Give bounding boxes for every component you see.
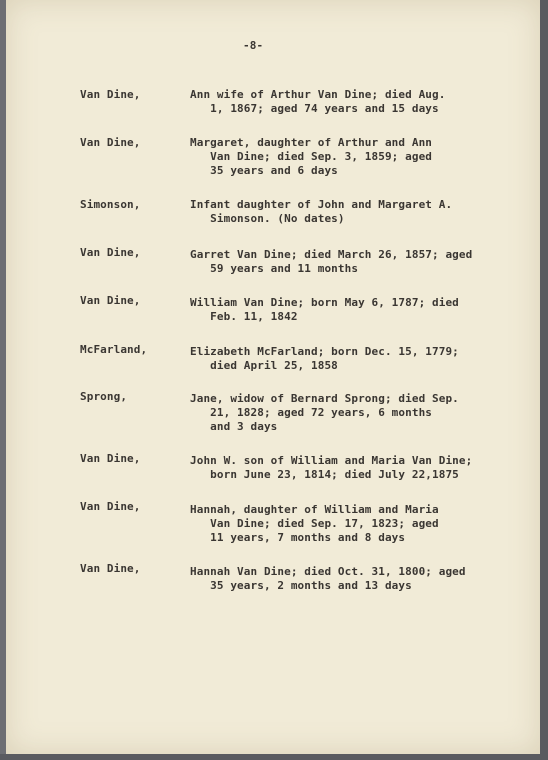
entry-line: Ann wife of Arthur Van Dine; died Aug. [190, 88, 446, 101]
entry-line: Feb. 11, 1842 [190, 310, 298, 323]
entry-surname: Van Dine, [80, 500, 141, 513]
entry-line: 1, 1867; aged 74 years and 15 days [190, 102, 439, 115]
entry-surname: Simonson, [80, 198, 141, 211]
entry-line: Infant daughter of John and Margaret A. [190, 198, 453, 211]
entry-surname: Van Dine, [80, 452, 141, 465]
entry-line: Garret Van Dine; died March 26, 1857; aged [190, 248, 473, 261]
entry-line: John W. son of William and Maria Van Dine; [190, 454, 473, 467]
entry-line: Van Dine; died Sep. 17, 1823; aged [190, 517, 439, 530]
bottom-edge [0, 754, 548, 760]
entry-line: and 3 days [190, 420, 278, 433]
entry-line: 11 years, 7 months and 8 days [190, 531, 406, 544]
entry-line: William Van Dine; born May 6, 1787; died [190, 296, 459, 309]
entry-line: Jane, widow of Bernard Sprong; died Sep. [190, 392, 459, 405]
entry-line: Hannah Van Dine; died Oct. 31, 1800; aged [190, 565, 466, 578]
page-number: -8- [243, 39, 264, 52]
entry-surname: Van Dine, [80, 294, 141, 307]
entry-line: 35 years, 2 months and 13 days [190, 579, 412, 592]
entry-surname: Sprong, [80, 390, 128, 403]
entry-line: Simonson. (No dates) [190, 212, 345, 225]
entry-surname: Van Dine, [80, 562, 141, 575]
binding-edge [540, 0, 548, 760]
entry-surname: McFarland, [80, 343, 148, 356]
entry-line: 59 years and 11 months [190, 262, 359, 275]
entry-line: born June 23, 1814; died July 22,1875 [190, 468, 459, 481]
document-page [6, 0, 540, 754]
entry-line: Elizabeth McFarland; born Dec. 15, 1779; [190, 345, 459, 358]
entry-surname: Van Dine, [80, 88, 141, 101]
entry-line: Margaret, daughter of Arthur and Ann [190, 136, 433, 149]
entry-line: died April 25, 1858 [190, 359, 338, 372]
entry-surname: Van Dine, [80, 246, 141, 259]
entry-line: 21, 1828; aged 72 years, 6 months [190, 406, 433, 419]
entry-surname: Van Dine, [80, 136, 141, 149]
entry-line: Hannah, daughter of William and Maria [190, 503, 439, 516]
entry-line: 35 years and 6 days [190, 164, 338, 177]
entry-line: Van Dine; died Sep. 3, 1859; aged [190, 150, 433, 163]
